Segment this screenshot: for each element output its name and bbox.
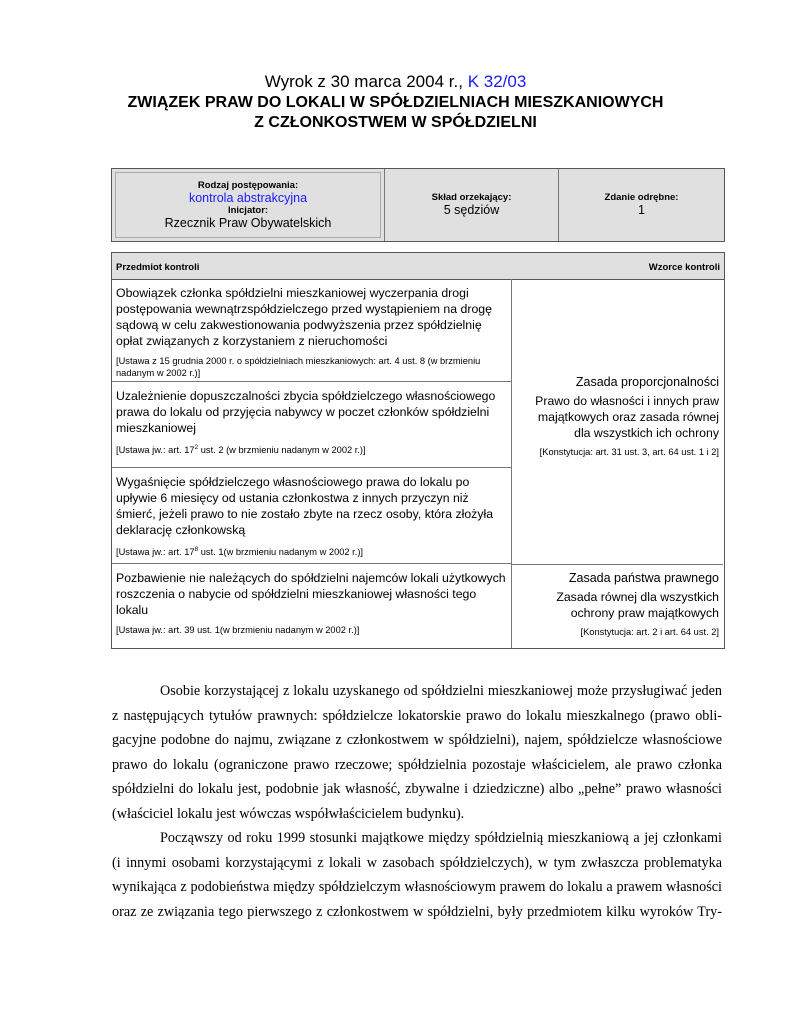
case-metadata-box <box>111 168 725 242</box>
procedure-value[interactable]: kontrola abstrakcyjna <box>188 191 308 205</box>
pattern-rule-of-law <box>512 571 723 637</box>
procedure-inner-box <box>115 172 381 238</box>
row-ref: [Ustawa jw.: art. 39 ust. 1(w brzmieniu nadanym w 2002 r.)] <box>116 625 360 635</box>
row-ref: [Ustawa jw.: art. $17^2$ ust. 2 (w brzmieniu nadanym w 2002 r.)] <box>116 444 366 456</box>
pattern-divider <box>512 564 723 565</box>
paragraph-line: (właściciel lokalu jest wówczas współwłaścicielem budynku). <box>112 805 465 822</box>
row-text: Pozbawienie nie należących do spółdzielni najemców lokali użytkowych roszczenia o nabycie od spółdzielni mieszkaniowej własności tego lokalu <box>116 571 506 617</box>
initiator-label: Inicjator: <box>227 205 269 216</box>
panel-label: Skład orzekający: <box>431 192 512 203</box>
row-ref: [Ustawa z 15 grudnia 2000 r. o spółdzielniach mieszkaniowych: art. 4 ust. 8 (w brzmieniu nadanym w 2002 r.)] <box>116 356 481 378</box>
control-row <box>112 279 512 382</box>
control-table <box>111 279 725 649</box>
control-table-header <box>111 252 725 280</box>
paragraph-2 <box>112 826 722 924</box>
row-text: Uzależnienie dopuszczalności zbycia spółdzielczego własnościowego prawa do lokalu od przyjęcia nabywcy w poczet członków spółdzielni mieszkaniowej <box>116 389 496 435</box>
paragraph-line: (i innymi osobami korzystającymi z lokali w zasobach spółdzielczych), w tym zwłaszcza problematyka <box>112 854 722 871</box>
judgment-heading <box>0 72 791 92</box>
case-number-link[interactable]: K 32/03 <box>467 72 527 91</box>
patterns-header: Wzorce kontroli <box>648 262 720 273</box>
panel-value: 5 sędziów <box>443 203 500 217</box>
pattern-body: Zasada równej dla wszystkich ochrony praw majątkowych <box>556 590 719 620</box>
paragraph-line: prawo do lokalu (ograniczone prawo rzeczowe; spółdzielnia pozostaje właścicielem, ale prawo członka <box>112 756 722 773</box>
paragraph-line: spółdzielni do lokalu jest, podobnie jak własność, zbywalne i dziedziczne) albo „pełne” prawo własności <box>112 781 722 797</box>
dissent-label: Zdanie odrębne: <box>604 192 679 203</box>
row-text: Wygaśnięcie spółdzielczego własnościowego prawa do lokalu po upływie 6 miesięcy od ustania członkostwa z innych przyczyn niż śmierć, jeżeli prawo to nie zostało zbyte na rzecz osoby, która złożyła deklarację członkowską <box>116 475 494 537</box>
pattern-body: Prawo do własności i innych praw majątkowych oraz zasada równej dla wszystkich ich ochrony <box>535 394 719 440</box>
paragraph-line: gacyjne podobne do najmu, związane z członkostwem w spółdzielni), najem, spółdzielcze własnościowe <box>112 732 722 748</box>
dissent-cell <box>559 169 724 241</box>
dissent-value: 1 <box>638 203 645 217</box>
judgment-title-line1: ZWIĄZEK PRAW DO LOKALI W SPÓŁDZIELNIACH MIESZKANIOWYCH <box>127 94 664 111</box>
procedure-label: Rodzaj postępowania: <box>197 180 299 191</box>
procedure-cell <box>112 169 385 241</box>
paragraph-1 <box>112 679 722 826</box>
control-row <box>112 564 512 648</box>
control-row <box>112 382 512 468</box>
pattern-ref: [Konstytucja: art. 2 i art. 64 ust. 2] <box>580 627 719 637</box>
paragraph-line: oraz ze związania tego pierwszego z członkostwem w spółdzielni, były przedmiotem kilku wyroków Try- <box>112 903 722 920</box>
judgment-date: Wyrok z 30 marca 2004 r., <box>264 72 463 91</box>
subject-header: Przedmiot kontroli <box>116 262 200 273</box>
paragraph-line: wynikająca z podobieństwa między spółdzielczym własnościowym prawem do lokalu a prawem własności <box>112 879 722 895</box>
paragraph-line: z następujących tytułów prawnych: spółdzielcze lokatorskie prawo do lokalu mieszkalnego (prawo obli- <box>112 707 722 724</box>
control-row <box>112 468 512 564</box>
judgment-title-line2: Z CZŁONKOSTWEM W SPÓŁDZIELNI <box>254 114 537 131</box>
paragraph-line: Począwszy od roku 1999 stosunki majątkowe między spółdzielnią mieszkaniową a jej członkami <box>160 830 722 846</box>
pattern-proportionality <box>512 375 723 457</box>
panel-cell <box>385 169 559 241</box>
row-text: Obowiązek członka spółdzielni mieszkaniowej wyczerpania drogi postępowania wewnątrzspółdzielczego przed wystąpieniem na drogę sądową w celu zakwestionowania podwyższenia przez spółdzielnię opłat związanych z korzystaniem z nieruchomości <box>116 286 492 348</box>
paragraph-line: Osobie korzystającej z lokalu uzyskanego od spółdzielni mieszkaniowej może przysługiwać jeden <box>160 683 722 699</box>
row-ref: [Ustawa jw.: art. $17^8$ ust. 1(w brzmieniu nadanym w 2002 r.)] <box>116 546 364 558</box>
pattern-title: Zasada proporcjonalności <box>575 375 719 389</box>
initiator-value: Rzecznik Praw Obywatelskich <box>164 216 332 230</box>
pattern-title: Zasada państwa prawnego <box>568 571 719 585</box>
pattern-ref: [Konstytucja: art. 31 ust. 3, art. 64 ust. 1 i 2] <box>539 447 719 457</box>
